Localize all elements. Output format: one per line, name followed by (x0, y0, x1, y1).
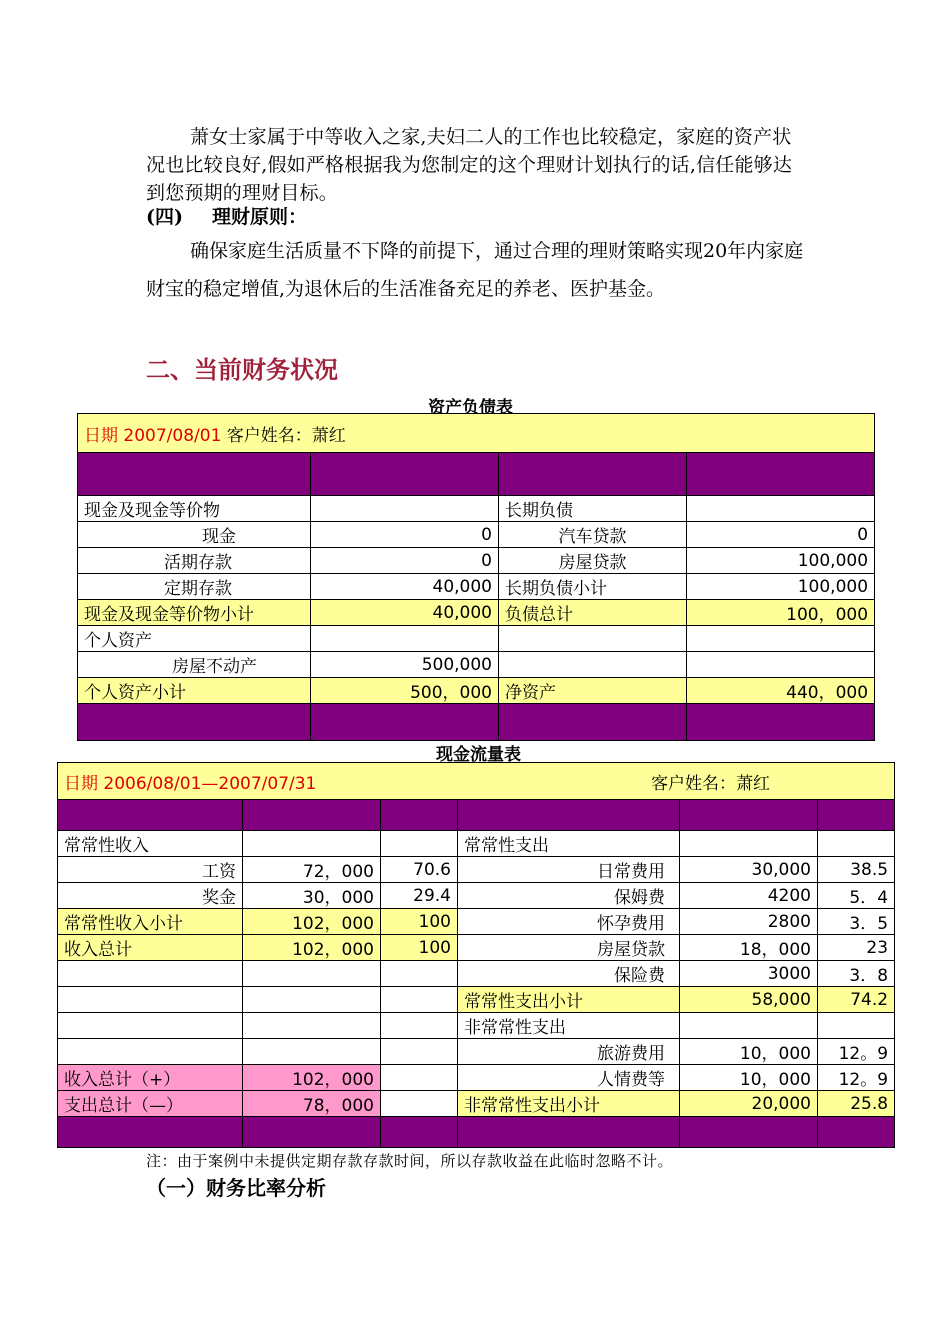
cell: 支出总计（—） (58, 1091, 243, 1117)
cell: 房屋贷款 (458, 935, 680, 961)
table-row (78, 678, 875, 704)
cell (243, 987, 381, 1013)
cashflow-table (57, 762, 895, 1148)
cell: 房屋贷款 (499, 548, 687, 574)
cell (381, 1091, 458, 1117)
section-4-number: (四) (146, 206, 183, 228)
cell (311, 496, 499, 522)
client-name: 客户姓名：萧红 (651, 773, 771, 794)
table-row (58, 935, 895, 961)
cell: 102，000 (243, 1065, 381, 1091)
cell: 工资 (58, 857, 243, 883)
cell (311, 626, 499, 652)
cell: 38.5 (818, 857, 895, 883)
cell (499, 626, 687, 652)
cell (687, 652, 875, 678)
cell: 现金及现金等价物小计 (78, 600, 311, 626)
table-row (78, 626, 875, 652)
cell: 常常性支出小计 (458, 987, 680, 1013)
purple-band-cell (243, 800, 381, 831)
cell: 23 (818, 935, 895, 961)
cell: 收入总计 (58, 935, 243, 961)
table-row (78, 522, 875, 548)
balance-sheet-header (78, 414, 875, 453)
cell: 74.2 (818, 987, 895, 1013)
cell: 长期负债 (499, 496, 687, 522)
cell (58, 961, 243, 987)
cell (680, 831, 818, 857)
table-row (58, 857, 895, 883)
intro-paragraph-2: 确保家庭生活质量不下降的前提下，通过合理的理财策略实现20年内家庭财宝的稳定增值,为退休后的生活准备充足的养老、医护基金。 (146, 240, 804, 300)
cell: 500,000 (311, 652, 499, 678)
cell: 12。9 (818, 1039, 895, 1065)
cell: 活期存款 (78, 548, 311, 574)
purple-band-cell (680, 800, 818, 831)
section-heading-financial-status: 二、当前财务状况 (146, 356, 338, 384)
cell (381, 987, 458, 1013)
date-label: 日期 (84, 425, 118, 446)
purple-band-cell (243, 1117, 381, 1148)
cell (818, 1013, 895, 1039)
intro-paragraph-1: 萧女士家属于中等收入之家,夫妇二人的工作也比较稳定，家庭的资产状况也比较良好,假如严格根据我为您制定的这个理财计划执行的话,信任能够达到您预期的理财目标。 (146, 126, 793, 204)
balance-sheet-table (77, 413, 875, 741)
purple-band-cell (78, 453, 311, 496)
cashflow-header (58, 763, 895, 800)
table-row (78, 548, 875, 574)
cell (58, 1013, 243, 1039)
cell: 12。9 (818, 1065, 895, 1091)
cell: 5．4 (818, 883, 895, 909)
cell (243, 961, 381, 987)
cell (687, 626, 875, 652)
cell: 100 (381, 935, 458, 961)
cell (499, 652, 687, 678)
purple-band-cell (818, 1117, 895, 1148)
cell (381, 1065, 458, 1091)
cell (381, 1039, 458, 1065)
cell: 现金及现金等价物 (78, 496, 311, 522)
cell (680, 1013, 818, 1039)
cell: 3．5 (818, 909, 895, 935)
table-row (58, 987, 895, 1013)
cell: 保姆费 (458, 883, 680, 909)
cell: 个人资产小计 (78, 678, 311, 704)
cell: 500，000 (311, 678, 499, 704)
cell (381, 831, 458, 857)
table-row (58, 1091, 895, 1117)
purple-band-cell (499, 704, 687, 741)
cell: 日常费用 (458, 857, 680, 883)
cell: 102，000 (243, 935, 381, 961)
cell: 70.6 (381, 857, 458, 883)
cell (58, 987, 243, 1013)
section-4-heading (146, 202, 307, 229)
purple-band-cell (58, 800, 243, 831)
cell: 定期存款 (78, 574, 311, 600)
table-row (58, 1013, 895, 1039)
cell: 440，000 (687, 678, 875, 704)
table-row (58, 909, 895, 935)
cell: 100,000 (687, 548, 875, 574)
cell: 2800 (680, 909, 818, 935)
cell: 0 (687, 522, 875, 548)
purple-band-cell (818, 800, 895, 831)
purple-band-cell (687, 453, 875, 496)
date-value: 2006/08/01—2007/07/31 (103, 773, 317, 794)
cell: 负债总计 (499, 600, 687, 626)
purple-band-cell (381, 800, 458, 831)
purple-band-cell (499, 453, 687, 496)
purple-band-cell (680, 1117, 818, 1148)
cell: 非常常性支出小计 (458, 1091, 680, 1117)
cell: 奖金 (58, 883, 243, 909)
cell: 0 (311, 522, 499, 548)
purple-band-cell (311, 704, 499, 741)
table-row (58, 1039, 895, 1065)
sub-heading-ratio-analysis: （一）财务比率分析 (146, 1176, 326, 1200)
client-name: 客户姓名：萧红 (226, 425, 346, 446)
table-row (78, 574, 875, 600)
table-note: 注：由于案例中未提供定期存款存款时间，所以存款收益在此临时忽略不计。 (146, 1152, 674, 1170)
cell: 怀孕费用 (458, 909, 680, 935)
table-row (78, 652, 875, 678)
purple-band-cell (687, 704, 875, 741)
cell: 102，000 (243, 909, 381, 935)
cell: 3000 (680, 961, 818, 987)
table-row (58, 961, 895, 987)
cell: 58,000 (680, 987, 818, 1013)
cell: 常常性收入 (58, 831, 243, 857)
cell: 房屋不动产 (78, 652, 311, 678)
cell (381, 1013, 458, 1039)
cell (687, 496, 875, 522)
cell: 78，000 (243, 1091, 381, 1117)
cell: 72，000 (243, 857, 381, 883)
cashflow-caption: 现金流量表 (436, 745, 521, 765)
cell (243, 1013, 381, 1039)
cell: 个人资产 (78, 626, 311, 652)
purple-band-cell (458, 800, 680, 831)
purple-band-cell (458, 1117, 680, 1148)
cell: 20,000 (680, 1091, 818, 1117)
cell: 25.8 (818, 1091, 895, 1117)
cell: 100 (381, 909, 458, 935)
cell: 收入总计（+） (58, 1065, 243, 1091)
cell: 30，000 (243, 883, 381, 909)
cell: 40,000 (311, 574, 499, 600)
table-row (58, 1065, 895, 1091)
cell (58, 1039, 243, 1065)
cell: 10，000 (680, 1065, 818, 1091)
cell: 人情费等 (458, 1065, 680, 1091)
cell: 非常常性支出 (458, 1013, 680, 1039)
cell: 0 (311, 548, 499, 574)
cell: 常常性收入小计 (58, 909, 243, 935)
cell (381, 961, 458, 987)
cell: 29.4 (381, 883, 458, 909)
cell: 100，000 (687, 600, 875, 626)
balance-sheet-caption: 资产负债表 (428, 398, 513, 418)
table-row (58, 883, 895, 909)
cell (818, 831, 895, 857)
cell: 保险费 (458, 961, 680, 987)
purple-band-cell (78, 704, 311, 741)
cell: 4200 (680, 883, 818, 909)
cell: 40,000 (311, 600, 499, 626)
cell: 3．8 (818, 961, 895, 987)
cell: 18，000 (680, 935, 818, 961)
section-4-title: 理财原则： (212, 206, 308, 228)
cell (243, 1039, 381, 1065)
cell: 100,000 (687, 574, 875, 600)
purple-band-cell (58, 1117, 243, 1148)
date-value: 2007/08/01 (123, 425, 222, 446)
cell: 旅游费用 (458, 1039, 680, 1065)
purple-band-cell (311, 453, 499, 496)
cell: 长期负债小计 (499, 574, 687, 600)
table-row (58, 831, 895, 857)
cell: 常常性支出 (458, 831, 680, 857)
purple-band-cell (381, 1117, 458, 1148)
table-row (78, 600, 875, 626)
date-label: 日期 (64, 773, 98, 794)
cell: 汽车贷款 (499, 522, 687, 548)
cell: 10，000 (680, 1039, 818, 1065)
cell: 30,000 (680, 857, 818, 883)
table-row (78, 496, 875, 522)
cell: 现金 (78, 522, 311, 548)
cell (243, 831, 381, 857)
cell: 净资产 (499, 678, 687, 704)
